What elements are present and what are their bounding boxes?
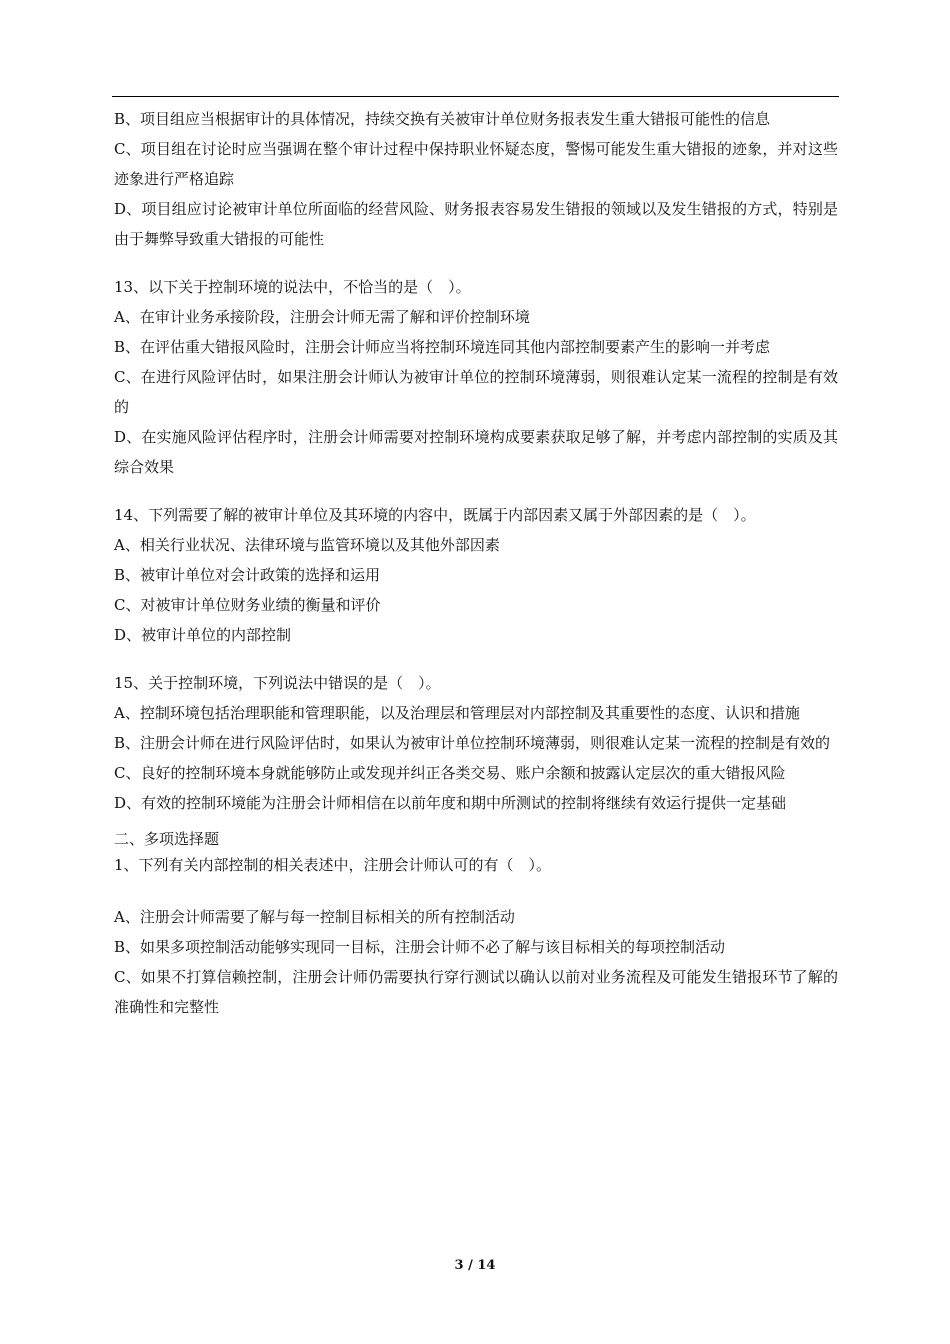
q12-option-d: D、项目组应讨论被审计单位所面临的经营风险、财务报表容易发生错报的领域以及发生错报的方式，特别是由于舞弊导致重大错报的可能性 (114, 200, 838, 248)
q13-option-b: B、在评估重大错报风险时，注册会计师应当将控制环境连同其他内部控制要素产生的影响一并考虑 (114, 338, 771, 356)
s2-q1-stem: 1、下列有关内部控制的相关表述中，注册会计师认可的有（ ）。 (114, 856, 552, 874)
q14-option-c: C、对被审计单位财务业绩的衡量和评价 (114, 596, 381, 614)
q14-option-d: D、被审计单位的内部控制 (114, 626, 292, 644)
q13-option-c: C、在进行风险评估时，如果注册会计师认为被审计单位的控制环境薄弱，则很难认定某一流程的控制是有效的 (114, 368, 838, 416)
q14-option-b: B、被审计单位对会计政策的选择和运用 (114, 566, 381, 584)
page-number: 3 / 14 (454, 1258, 496, 1273)
q12-option-c: C、项目组在讨论时应当强调在整个审计过程中保持职业怀疑态度，警惕可能发生重大错报的迹象，并对这些迹象进行严格追踪 (114, 140, 838, 188)
s2-q1-option-c: C、如果不打算信赖控制，注册会计师仍需要执行穿行测试以确认以前对业务流程及可能发生错报环节了解的准确性和完整性 (114, 968, 838, 1016)
q13-option-a: A、在审计业务承接阶段，注册会计师无需了解和评价控制环境 (114, 308, 530, 326)
header-rule (112, 96, 839, 97)
q12-option-b: B、项目组应当根据审计的具体情况，持续交换有关被审计单位财务报表发生重大错报可能性的信息 (114, 110, 771, 128)
q13-option-d: D、在实施风险评估程序时，注册会计师需要对控制环境构成要素获取足够了解，并考虑内部控制的实质及其综合效果 (114, 428, 838, 476)
q15-option-d: D、有效的控制环境能为注册会计师相信在以前年度和期中所测试的控制将继续有效运行提供一定基础 (114, 794, 787, 812)
s2-q1-option-b: B、如果多项控制活动能够实现同一目标，注册会计师不必了解与该目标相关的每项控制活动 (114, 938, 726, 956)
q15-option-c: C、良好的控制环境本身就能够防止或发现并纠正各类交易、账户余额和披露认定层次的重大错报风险 (114, 764, 786, 782)
q14-option-a: A、相关行业状况、法律环境与监管环境以及其他外部因素 (114, 536, 500, 554)
section-heading: 二、多项选择题 (114, 830, 220, 848)
q15-stem: 15、关于控制环境，下列说法中错误的是（ ）。 (114, 674, 441, 692)
s2-q1-option-a: A、注册会计师需要了解与每一控制目标相关的所有控制活动 (114, 908, 515, 926)
q15-option-a: A、控制环境包括治理职能和管理职能，以及治理层和管理层对内部控制及其重要性的态度、认识和措施 (114, 704, 800, 722)
q14-stem: 14、下列需要了解的被审计单位及其环境的内容中，既属于内部因素又属于外部因素的是（ ）。 (114, 506, 756, 524)
page-content (114, 104, 838, 1022)
q13-stem: 13、以下关于控制环境的说法中，不恰当的是（ ）。 (114, 278, 471, 296)
q15-option-b: B、注册会计师在进行风险评估时，如果认为被审计单位控制环境薄弱，则很难认定某一流程的控制是有效的 (114, 734, 831, 752)
